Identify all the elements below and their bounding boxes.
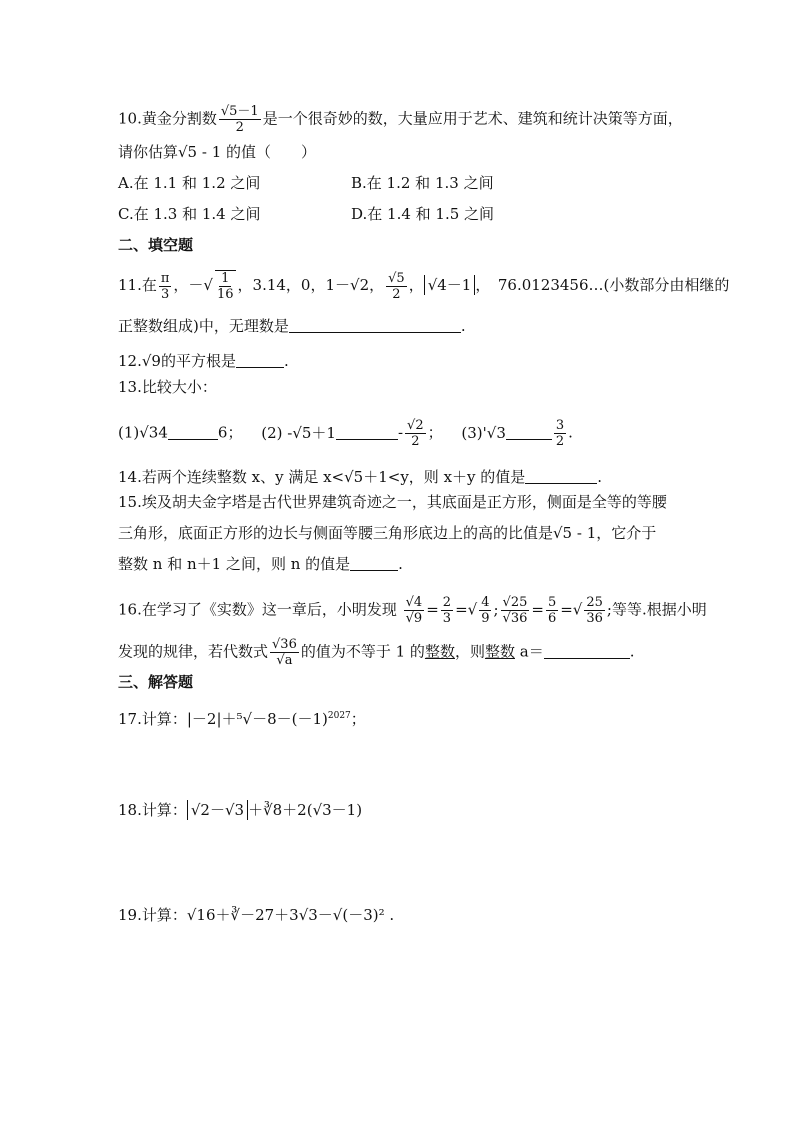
- q10-option-d: D.在 1.4 和 1.5 之间: [351, 205, 495, 223]
- q13-parts: (1)√34 6； (2) -√5＋1 - $\frac{√2}{2}$ ； (3)'√3 $\frac{3}{2}$ .: [118, 418, 573, 449]
- fraction-denominator: 2: [392, 286, 401, 302]
- q16-text-b: 等等.根据小明: [611, 600, 707, 619]
- q13-blank-1[interactable]: [168, 425, 218, 440]
- q15-text: 整数 n 和 n＋1 之间，则 n 的值是: [118, 555, 351, 573]
- q16-text-a: 16.在学习了《实数》这一章后，小明发现: [118, 600, 397, 619]
- q18-prefix: 18.计算：: [118, 801, 187, 819]
- q10-line1: [118, 104, 683, 135]
- fraction-numerator: 3: [555, 418, 565, 433]
- q12-line: [118, 351, 289, 371]
- q11-text: 正整数组成)中，无理数是: [118, 317, 289, 335]
- frac-5-6: [546, 595, 558, 626]
- fraction-numerator: 5: [547, 595, 557, 610]
- q10-option-a: A.在 1.1 和 1.2 之间: [118, 174, 261, 192]
- q13-part3-end: .: [568, 423, 573, 442]
- fraction-denominator: 2: [235, 120, 244, 135]
- pi-over-3: [159, 271, 172, 302]
- frac-sqrt4-sqrt9: [404, 595, 425, 626]
- fraction-denominator: √9: [405, 611, 423, 626]
- fraction-denominator: √36: [502, 611, 528, 626]
- section-heading-solve: 三、解答题: [118, 673, 194, 691]
- fraction-denominator: 16: [216, 287, 234, 302]
- q14-line: [118, 467, 602, 487]
- fraction-denominator: 6: [547, 611, 557, 626]
- q11-sep: ，－: [173, 276, 204, 294]
- q16-underlined-integer-2: 整数: [484, 642, 515, 661]
- fraction-numerator: √36: [272, 637, 297, 652]
- section-heading-fill-blank: 二、填空题: [118, 236, 194, 254]
- q16-text-c: 发现的规律，若代数式: [118, 642, 269, 661]
- q16-end: .: [629, 642, 635, 661]
- sqrt-fraction: √ $\frac{1}{16}$: [203, 271, 234, 302]
- q16-line1: 16.在学习了《实数》这一章后，小明发现 $\frac{√4}{√9}$ = $\frac{2}{3}$ =√ $\frac{4}{9}$ ; $\frac{√25}{√36}$ = $\frac{5}{6}$ =√ $\frac{25}{36}$ ;等等.根据小明: [118, 595, 707, 626]
- q16-text-f: a＝: [514, 642, 544, 661]
- q19-prefix: 19.计算：: [118, 906, 187, 924]
- q14-answer-blank[interactable]: [525, 469, 597, 484]
- frac-25-36: [584, 595, 605, 626]
- fraction-numerator: 2: [442, 595, 452, 610]
- q18-expression-rest: ＋∛8＋2(√3－1): [248, 801, 363, 819]
- fraction-numerator: 1: [221, 271, 230, 286]
- q16-underlined-integer: 整数: [424, 642, 455, 661]
- fraction-numerator: 25: [586, 595, 603, 610]
- fraction-denominator: 2: [555, 434, 565, 449]
- fraction-denominator: 3: [442, 611, 452, 626]
- frac-2-3: [441, 595, 453, 626]
- frac-4-9: [479, 595, 491, 626]
- q15-line3: [118, 554, 403, 574]
- q14-end: .: [597, 468, 603, 486]
- frac-sqrt25-sqrt36: [501, 595, 530, 626]
- q13-part1: (1)√34: [118, 423, 168, 442]
- q10-option-c: C.在 1.3 和 1.4 之间: [118, 205, 261, 223]
- q11-answer-blank[interactable]: [289, 318, 461, 333]
- three-halves: [554, 418, 566, 449]
- absolute-value-expr: √4－1: [424, 275, 476, 295]
- q17-line: [118, 706, 366, 729]
- q10-text-b: 是一个很奇妙的数，大量应用于艺术、建筑和统计决策等方面，: [262, 109, 683, 128]
- q11-line1: 11.在 $\frac{\pi}{3}$ ，－√ $\frac{1}{16}$ ，3.14，0，1－√2， $\frac{√5}{2}$ ， √4－1 ， 76.0123456…(小数部分由相继的: [118, 270, 730, 302]
- q15-end: .: [398, 555, 403, 573]
- fraction-numerator: √4: [405, 595, 423, 610]
- q13-part3: (3)'√3: [461, 423, 506, 442]
- q13-part1-end: 6；: [217, 423, 243, 442]
- q16-line2: [118, 637, 634, 668]
- q13-part2-end: ；: [427, 423, 443, 442]
- fraction-denominator: √a: [276, 653, 293, 668]
- golden-ratio-fraction: [219, 104, 261, 135]
- q12-text: 12.√9的平方根是: [118, 352, 236, 370]
- q15-line1: 15.埃及胡夫金字塔是古代世界建筑奇迹之一，其底面是正方形，侧面是全等的等腰: [118, 493, 667, 511]
- sqrt2-over-2: [405, 418, 426, 449]
- q16-answer-blank[interactable]: [544, 644, 630, 659]
- q19-end: .: [384, 906, 395, 924]
- fraction-denominator: 9: [481, 611, 490, 626]
- q11-line2: [118, 316, 466, 336]
- q10-option-b: B.在 1.2 和 1.3 之间: [351, 174, 494, 192]
- q13-part2: (2) -√5＋1: [261, 423, 336, 442]
- q17-expression: 17.计算：|－2|＋⁵√－8－(－1): [118, 710, 328, 728]
- fraction-denominator: 3: [160, 286, 170, 302]
- q18-absolute-value: √2－√3: [187, 800, 248, 820]
- q11-tail: ， 76.0123456…(小数部分由相继的: [475, 276, 730, 294]
- q13-blank-3[interactable]: [506, 425, 552, 440]
- q17-exponent: 2027: [327, 711, 351, 721]
- fraction-numerator: √2: [407, 418, 424, 433]
- q17-end: ；: [350, 710, 366, 728]
- q15-answer-blank[interactable]: [350, 556, 398, 571]
- q16-text-d: 的值为不等于 1 的: [300, 642, 425, 661]
- q10-options-row1: [118, 173, 260, 193]
- fraction-numerator: √5: [388, 270, 405, 286]
- fraction-numerator: √5－1: [220, 104, 259, 119]
- q18-line: [118, 800, 362, 820]
- q13-blank-2[interactable]: [336, 425, 398, 440]
- fraction-numerator: 4: [481, 595, 490, 610]
- q10-text-a: 10.黄金分割数: [118, 109, 217, 128]
- q12-end: .: [283, 352, 289, 370]
- q14-text: 14.若两个连续整数 x、y 满足 x<√5＋1<y，则 x＋y 的值是: [118, 468, 526, 486]
- q11-prefix: 11.在: [118, 276, 157, 294]
- q19-line: [118, 905, 394, 925]
- fraction-denominator: 36: [586, 611, 603, 626]
- q10-line2: 请你估算√5 - 1 的值（ ）: [118, 143, 317, 161]
- q11-middle: ，3.14，0，1－√2，: [237, 276, 385, 294]
- q12-answer-blank[interactable]: [236, 353, 284, 368]
- sqrt5-over-2: [386, 271, 407, 302]
- frac-sqrt36-sqrta: [270, 637, 299, 668]
- q11-end: .: [460, 317, 466, 335]
- q15-line2: 三角形，底面正方形的边长与侧面等腰三角形底边上的高的比值是√5 - 1，它介于: [118, 524, 657, 542]
- q16-text-e: ，则: [454, 642, 485, 661]
- fraction-numerator: π: [160, 270, 170, 286]
- q13-title: 13.比较大小：: [118, 378, 217, 396]
- fraction-denominator: 2: [411, 434, 420, 449]
- q19-expression: √16＋∛－27＋3√3－√(－3)²: [186, 906, 385, 924]
- fraction-numerator: √25: [502, 595, 528, 610]
